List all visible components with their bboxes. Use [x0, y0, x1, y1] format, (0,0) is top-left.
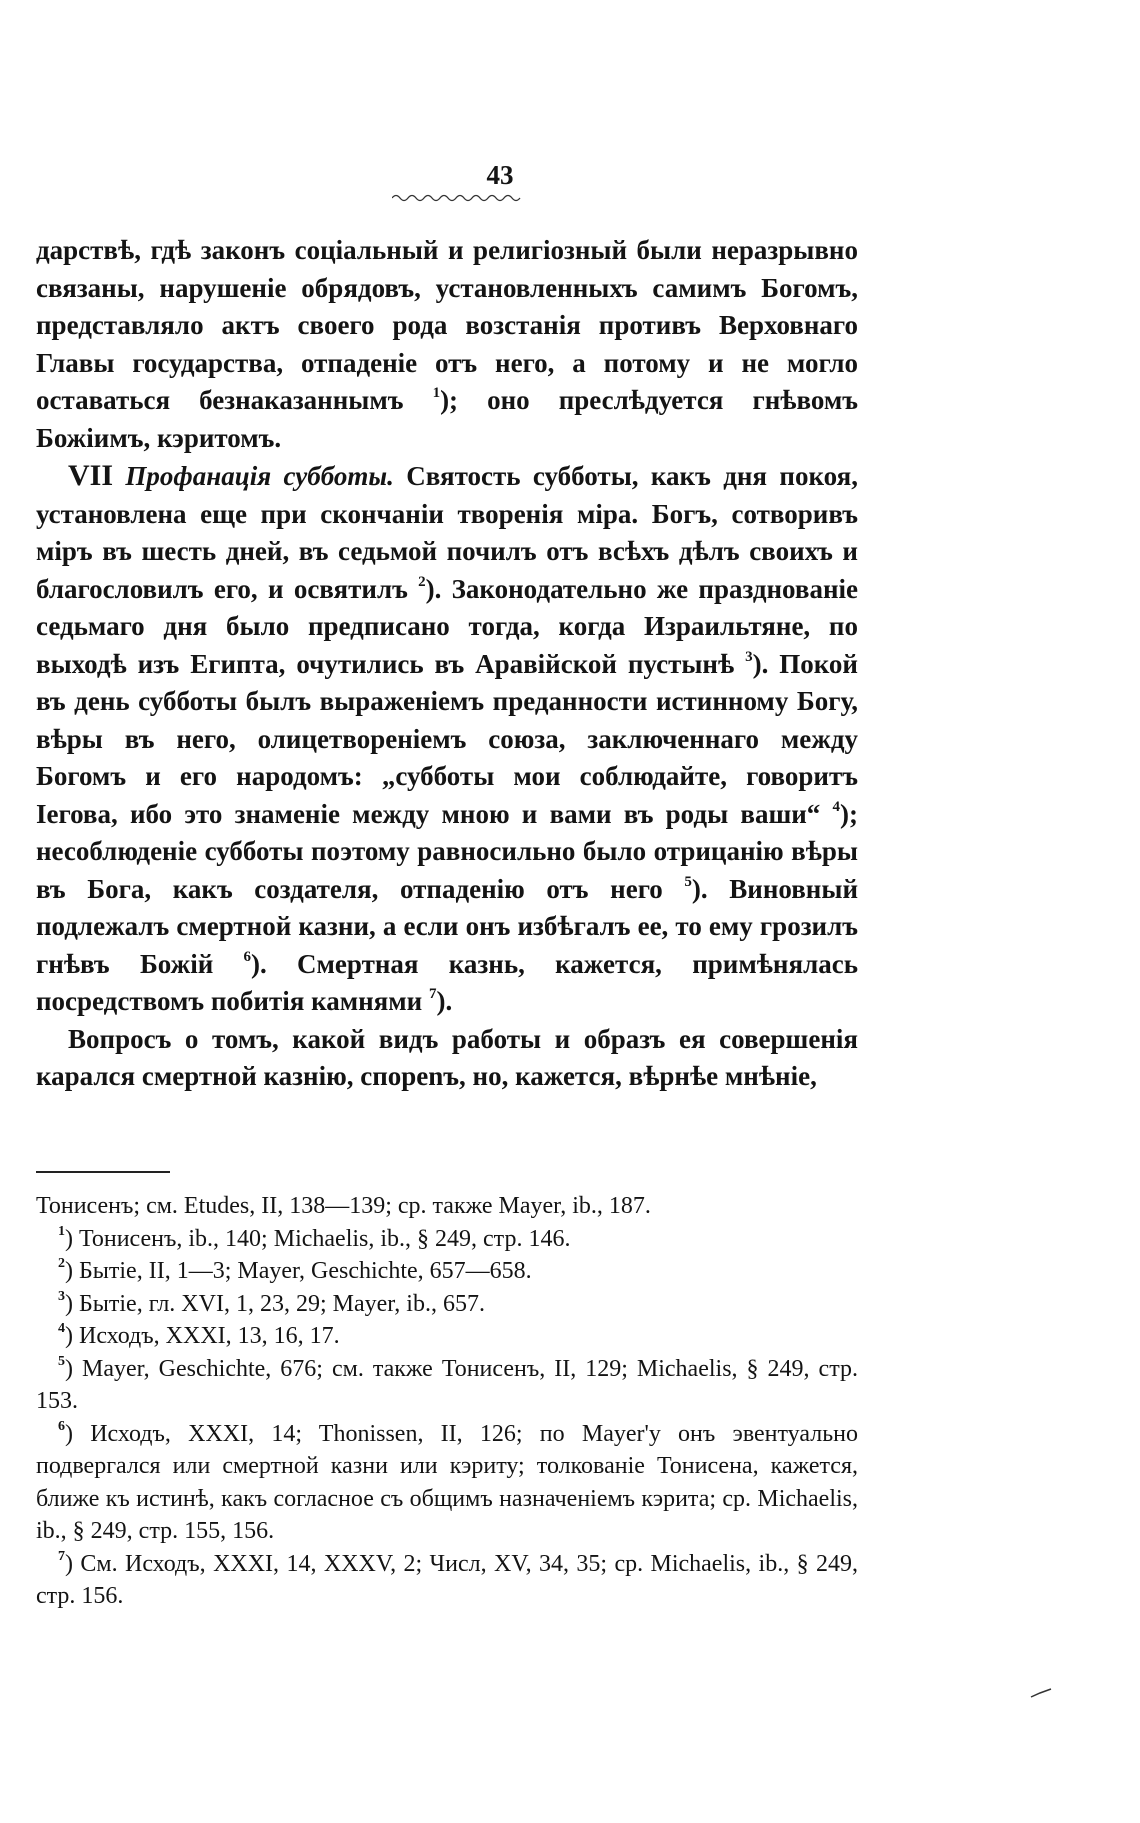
footnote-ref-2: 2: [418, 573, 426, 590]
footnote-7: $^7$) См. Исходъ, XXXI, 14, XXXV, 2; Числ, XV, 34, 35; ср. Michaelis, ib., § 249, стр. 156.: [36, 1548, 858, 1609]
section-title: Профанація субботы.: [125, 461, 394, 491]
ink-mark: [1030, 1688, 1052, 1698]
footnote-ref-1: 1: [432, 385, 441, 401]
wavy-rule-ornament: [392, 192, 522, 204]
footnote-continuation: Тонисенъ; см. Etudes, II, 138—139; ср. также Mayer, ib., 187.: [36, 1193, 651, 1219]
paragraph-question: Вопросъ о томъ, какой видъ работы и образъ ея совершенія карался смертной казнію, спорenъ, но, кажется, вѣрнѣе мнѣніе,: [36, 1023, 858, 1091]
page-number: 43: [486, 160, 514, 190]
footnote-4: $^4$) Исходъ, XXXI, 13, 16, 17.: [58, 1321, 340, 1349]
footnote-1: $^1$) Тонисенъ, ib., 140; Michaelis, ib., § 249, стр. 146.: [58, 1223, 571, 1252]
paragraph-section-vii: VII Профанація субботы. Святость субботы, какъ дня покоя, установлена еще при скончаніи творенія міра. Богъ, сотворивъ міръ въ шесть дней, въ седьмой почилъ отъ всѣхъ дѣлъ своихъ и благословилъ его, и освятилъ $^2$). Законодательно же празднованіе седьмаго дня было предписано тогда, когда Израильтяне, по выходѣ изъ Египта, очутились въ Аравійской пустынѣ $^3$). Покой въ день субботы былъ выраженіемъ преданности истинному Богу, вѣры въ него, олицетвореніемъ союза, заключеннаго между Богомъ и его народомъ: „субботы мои соблюдайте, говоритъ Іегова, ибо это знаменіе между мною и вами въ роды ваши“ $^4$); несоблюденіе субботы поэтому равносильно было отрицанію вѣры въ Бога, какъ создателя, отпаденію отъ него $^5$). Виновный подлежалъ смертной казни, а если онъ избѣгалъ ее, то ему грозилъ гнѣвъ Божій $^6$). Смертная казнь, кажется, примѣнялась посредствомъ побитія камнями $^7$).: [36, 459, 859, 1016]
footnote-ref-3: 3: [745, 648, 753, 665]
footnote-3: $^3$) Бытіе, гл. XVI, 1, 23, 29; Mayer, ib., 657.: [58, 1288, 485, 1317]
section-number: VII: [68, 459, 114, 492]
footnote-6: $^6$) Исходъ, XXXI, 14; Thonissen, II, 126; по Mayer'у онъ эвентуально подвергался или смертной казни или кэриту; толкованіе Тонисена, кажется, ближе къ истинѣ, какъ согласное съ общимъ назначеніемъ кэрита; ср. Michaelis, ib., § 249, стр. 155, 156.: [36, 1418, 858, 1544]
footnotes: [36, 1190, 858, 1613]
footnote-ref-6: 6: [243, 948, 252, 965]
main-text: [36, 232, 858, 1096]
footnote-2: $^2$) Бытіе, II, 1—3; Mayer, Geschichte, 657—658.: [58, 1256, 532, 1284]
footnote-5: $^5$) Mayer, Geschichte, 676; см. также Тонисенъ, II, 129; Michaelis, § 249, стр. 153.: [36, 1353, 858, 1414]
footnote-ref-4: 4: [832, 798, 841, 815]
paragraph-continuation: дарствѣ, гдѣ законъ соціальный и религіозный были неразрывно связаны, нарушеніе обрядовъ, установленныхъ самимъ Богомъ, представляло актъ своего рода возстанія противъ Верховнаго Главы государства, отпаденіе отъ него, а потому и не могло оставаться безнаказаннымъ $^1$); оно преслѣдуется гнѣвомъ Божіимъ, кэритомъ.: [36, 235, 859, 453]
footnote-ref-5: 5: [684, 873, 692, 890]
footnote-separator: [36, 1171, 170, 1173]
footnote-ref-7: 7: [429, 986, 437, 1002]
